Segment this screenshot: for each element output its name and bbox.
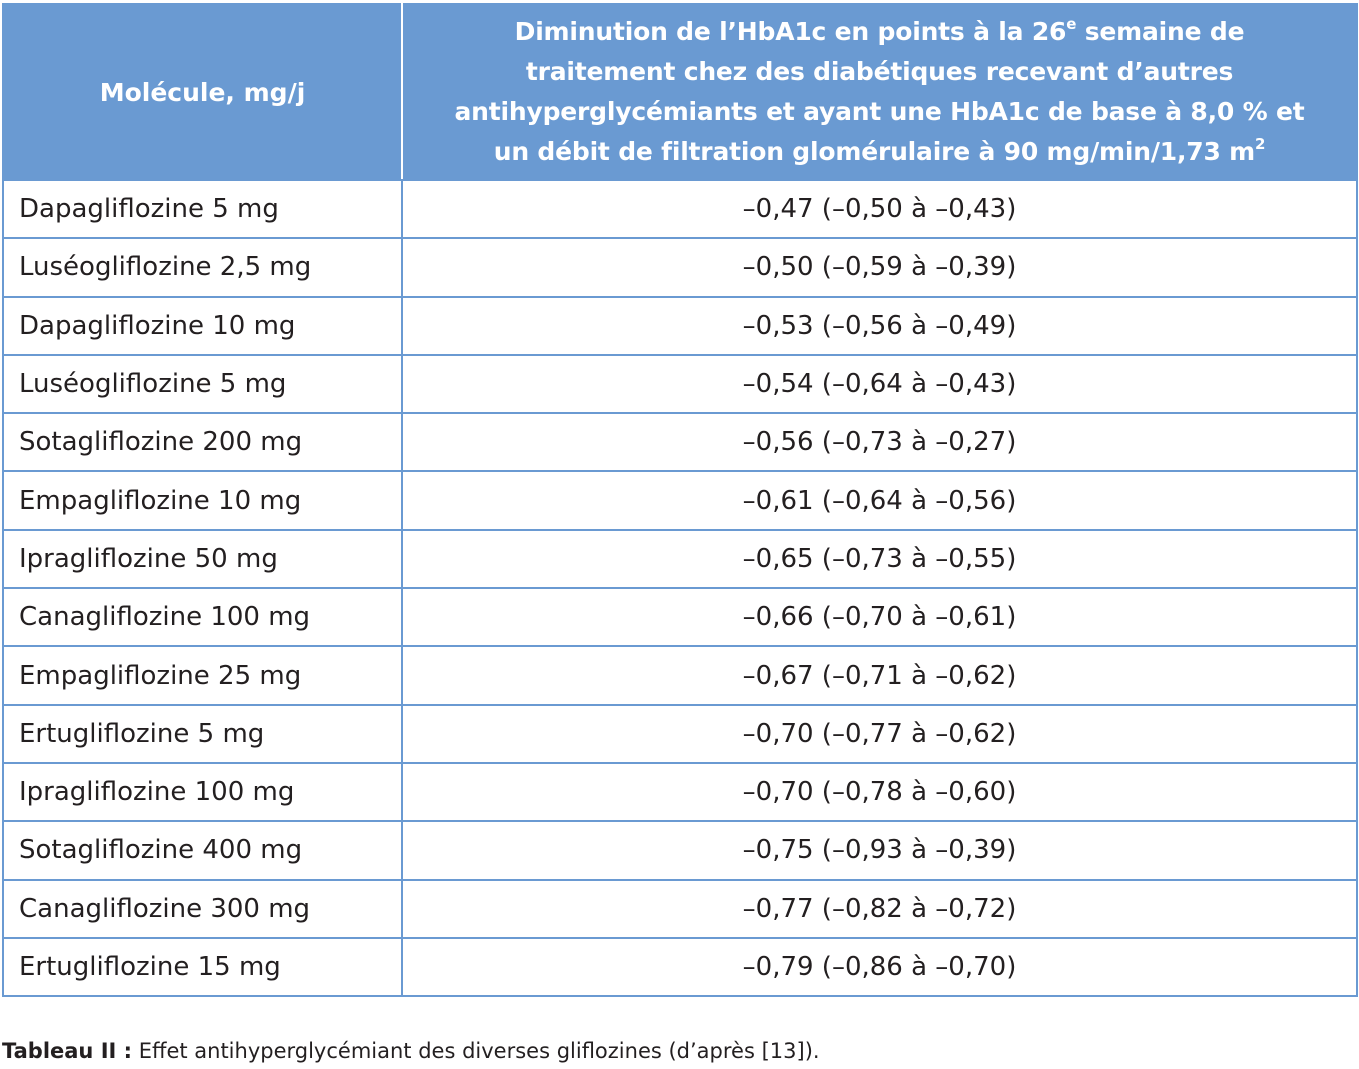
hba1c-value-cell: –0,56 (–0,73 à –0,27): [402, 413, 1357, 471]
molecule-cell: Ipragliflozine 50 mg: [3, 530, 402, 588]
table-row: [3, 705, 1357, 763]
molecule-cell: Ipragliflozine 100 mg: [3, 763, 402, 821]
hba1c-value-cell: –0,77 (–0,82 à –0,72): [402, 880, 1357, 938]
hba1c-value-cell: –0,53 (–0,56 à –0,49): [402, 297, 1357, 355]
hba1c-value-cell: –0,65 (–0,73 à –0,55): [402, 530, 1357, 588]
table-row: [3, 180, 1357, 238]
header-molecule: Molécule, mg/j: [3, 4, 402, 180]
hba1c-value-cell: –0,79 (–0,86 à –0,70): [402, 938, 1357, 996]
hba1c-value-cell: –0,54 (–0,64 à –0,43): [402, 355, 1357, 413]
table-row: [3, 588, 1357, 646]
header-row: [3, 4, 1357, 180]
gliflozine-table: [2, 3, 1358, 997]
table-row: [3, 238, 1357, 296]
hba1c-value-cell: –0,47 (–0,50 à –0,43): [402, 180, 1357, 238]
molecule-cell: Canagliflozine 100 mg: [3, 588, 402, 646]
molecule-cell: Canagliflozine 300 mg: [3, 880, 402, 938]
table-row: [3, 297, 1357, 355]
superscript-e: e: [1066, 14, 1077, 33]
table-row: [3, 471, 1357, 529]
hba1c-value-cell: –0,61 (–0,64 à –0,56): [402, 471, 1357, 529]
molecule-cell: Luséogliflozine 2,5 mg: [3, 238, 402, 296]
hba1c-value-cell: –0,70 (–0,77 à –0,62): [402, 705, 1357, 763]
table-row: [3, 821, 1357, 879]
molecule-cell: Empagliflozine 10 mg: [3, 471, 402, 529]
table-row: [3, 646, 1357, 704]
hba1c-value-cell: –0,70 (–0,78 à –0,60): [402, 763, 1357, 821]
hba1c-value-cell: –0,75 (–0,93 à –0,39): [402, 821, 1357, 879]
molecule-cell: Ertugliflozine 5 mg: [3, 705, 402, 763]
molecule-cell: Ertugliflozine 15 mg: [3, 938, 402, 996]
molecule-cell: Dapagliflozine 5 mg: [3, 180, 402, 238]
molecule-cell: Dapagliflozine 10 mg: [3, 297, 402, 355]
molecule-cell: Luséogliflozine 5 mg: [3, 355, 402, 413]
table-row: [3, 938, 1357, 996]
molecule-cell: Sotagliflozine 200 mg: [3, 413, 402, 471]
molecule-cell: Empagliflozine 25 mg: [3, 646, 402, 704]
table-header: [3, 4, 1357, 180]
table-row: [3, 413, 1357, 471]
header-line-2: traitement chez des diabétiques recevant d’autres: [525, 57, 1234, 86]
table-row: [3, 880, 1357, 938]
table-row: [3, 763, 1357, 821]
table-row: [3, 355, 1357, 413]
superscript-2: 2: [1255, 134, 1266, 153]
molecule-cell: Sotagliflozine 400 mg: [3, 821, 402, 879]
table-body: [3, 180, 1357, 996]
header-line-3: antihyperglycémiants et ayant une HbA1c de base à 8,0 % et: [454, 97, 1305, 126]
caption-label: Tableau II :: [2, 1039, 133, 1063]
table-row: [3, 530, 1357, 588]
header-line-4: un débit de filtration glomérulaire à 90 mg/min/1,73 $m^2$: [493, 134, 1266, 166]
header-line-1: Diminution de l’HbA1c en points à la 26e semaine de: [514, 14, 1245, 46]
hba1c-value-cell: –0,67 (–0,71 à –0,62): [402, 646, 1357, 704]
caption-text: Effet antihyperglycémiant des diverses gliflozines (d’après [13]).: [132, 1039, 820, 1063]
hba1c-value-cell: –0,66 (–0,70 à –0,61): [402, 588, 1357, 646]
hba1c-value-cell: –0,50 (–0,59 à –0,39): [402, 238, 1357, 296]
table-caption: [2, 1039, 820, 1063]
header-hba1c-reduction: [402, 4, 1357, 180]
